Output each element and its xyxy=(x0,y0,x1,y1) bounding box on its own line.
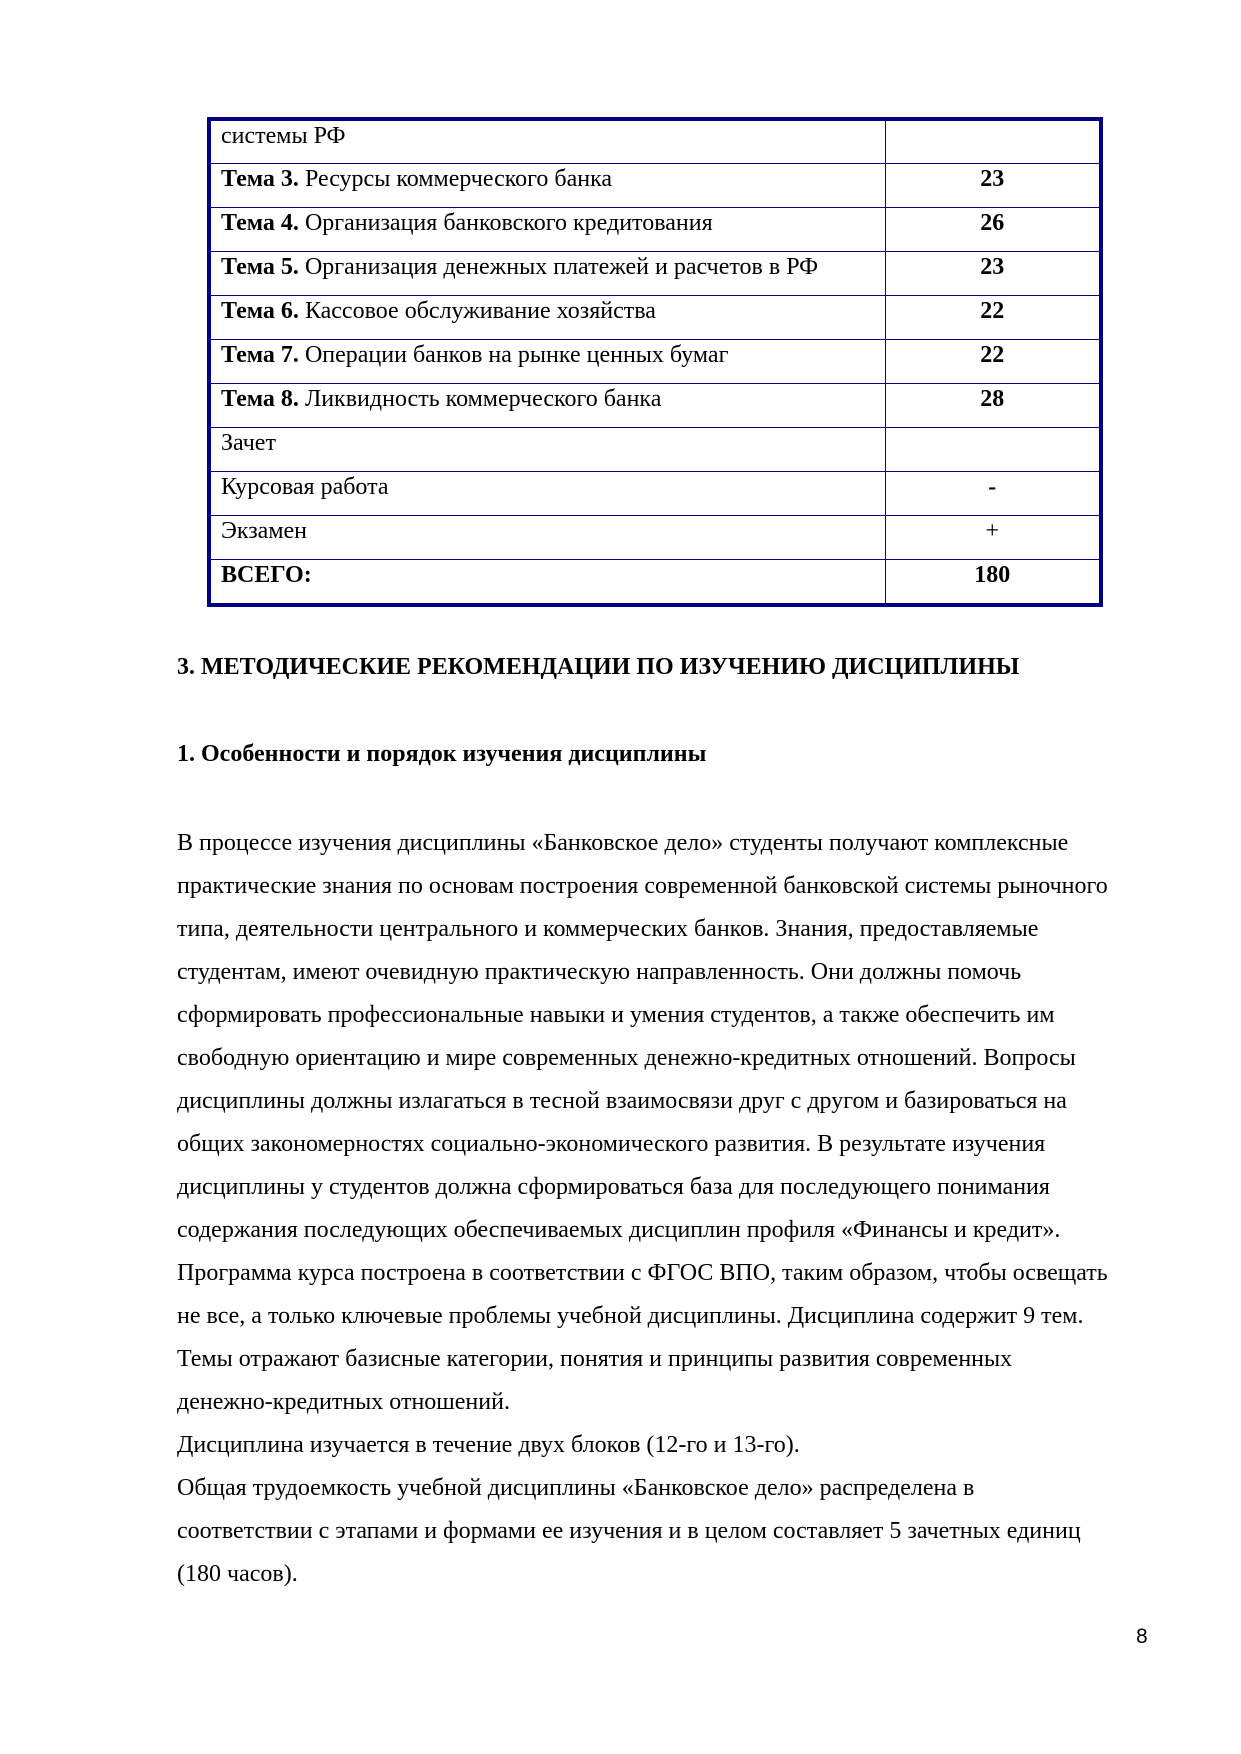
text-line: содержания последующих обеспечиваемых дисциплин профиля «Финансы и кредит». xyxy=(177,1217,1061,1243)
hours-table xyxy=(207,117,1103,607)
text-line: Программа курса построена в соответствии с ФГОС ВПО, таким образом, чтобы освещать xyxy=(177,1260,1108,1286)
text-line: студентам, имеют очевидную практическую направленность. Они должны помочь xyxy=(177,959,1022,985)
table-cell-topic: Курсовая работа xyxy=(209,471,885,515)
table-cell-hours: + xyxy=(885,515,1101,559)
text-line: практические знания по основам построения современной банковской системы рыночного xyxy=(177,873,1108,899)
table-cell-hours: 180 xyxy=(885,559,1101,605)
table-cell-hours xyxy=(885,119,1101,163)
table-cell-hours: 23 xyxy=(885,163,1101,207)
table-row xyxy=(209,339,1101,383)
table-cell-topic: ВСЕГО: xyxy=(209,559,885,605)
table-cell-topic: Тема 3. Ресурсы коммерческого банка xyxy=(209,163,885,207)
table-row xyxy=(209,471,1101,515)
table-cell-topic: Экзамен xyxy=(209,515,885,559)
table-cell-hours: 28 xyxy=(885,383,1101,427)
subsection-heading: 1. Особенности и порядок изучения дисциплины xyxy=(177,741,707,767)
text-line: типа, деятельности центрального и коммерческих банков. Знания, предоставляемые xyxy=(177,916,1039,942)
table-cell-topic: Тема 4. Организация банковского кредитования xyxy=(209,207,885,251)
table-cell-topic: Тема 8. Ликвидность коммерческого банка xyxy=(209,383,885,427)
table-cell-topic: системы РФ xyxy=(209,119,885,163)
table-row xyxy=(209,515,1101,559)
text-line: Общая трудоемкость учебной дисциплины «Банковское дело» распределена в xyxy=(177,1475,975,1501)
table-cell-topic: Тема 6. Кассовое обслуживание хозяйства xyxy=(209,295,885,339)
text-line: (180 часов). xyxy=(177,1561,298,1587)
table-cell-hours: - xyxy=(885,471,1101,515)
text-line: Дисциплина изучается в течение двух блоков (12-го и 13-го). xyxy=(177,1432,800,1458)
table-row-total xyxy=(209,559,1101,605)
table-cell-hours: 23 xyxy=(885,251,1101,295)
table-row xyxy=(209,251,1101,295)
table-row xyxy=(209,119,1101,163)
table-cell-topic: Тема 5. Организация денежных платежей и расчетов в РФ xyxy=(209,251,885,295)
table-row xyxy=(209,295,1101,339)
table-row xyxy=(209,163,1101,207)
text-line: свободную ориентацию и мире современных денежно-кредитных отношений. Вопросы xyxy=(177,1045,1076,1071)
text-line: сформировать профессиональные навыки и умения студентов, а также обеспечить им xyxy=(177,1002,1055,1028)
table-cell-hours: 26 xyxy=(885,207,1101,251)
section-heading: 3. МЕТОДИЧЕСКИЕ РЕКОМЕНДАЦИИ ПО ИЗУЧЕНИЮ ДИСЦИПЛИНЫ xyxy=(177,654,1020,680)
table-row xyxy=(209,383,1101,427)
body-paragraph xyxy=(177,822,1167,1596)
table-cell-hours: 22 xyxy=(885,339,1101,383)
text-line: Темы отражают базисные категории, понятия и принципы развития современных xyxy=(177,1346,1013,1372)
table-cell-hours xyxy=(885,427,1101,471)
text-line: соответствии с этапами и формами ее изучения и в целом составляет 5 зачетных единиц xyxy=(177,1518,1081,1544)
table-cell-topic: Тема 7. Операции банков на рынке ценных бумаг xyxy=(209,339,885,383)
text-line: денежно-кредитных отношений. xyxy=(177,1389,510,1415)
text-line: не все, а только ключевые проблемы учебной дисциплины. Дисциплина содержит 9 тем. xyxy=(177,1303,1084,1329)
table-row xyxy=(209,427,1101,471)
table-row xyxy=(209,207,1101,251)
table-cell-topic: Зачет xyxy=(209,427,885,471)
text-line: дисциплины должны излагаться в тесной взаимосвязи друг с другом и базироваться на xyxy=(177,1088,1067,1114)
text-line: В процессе изучения дисциплины «Банковское дело» студенты получают комплексные xyxy=(177,830,1069,856)
page-number: 8 xyxy=(1136,1625,1148,1648)
text-line: дисциплины у студентов должна сформироваться база для последующего понимания xyxy=(177,1174,1050,1200)
table-cell-hours: 22 xyxy=(885,295,1101,339)
text-line: общих закономерностях социально-экономического развития. В результате изучения xyxy=(177,1131,1046,1157)
